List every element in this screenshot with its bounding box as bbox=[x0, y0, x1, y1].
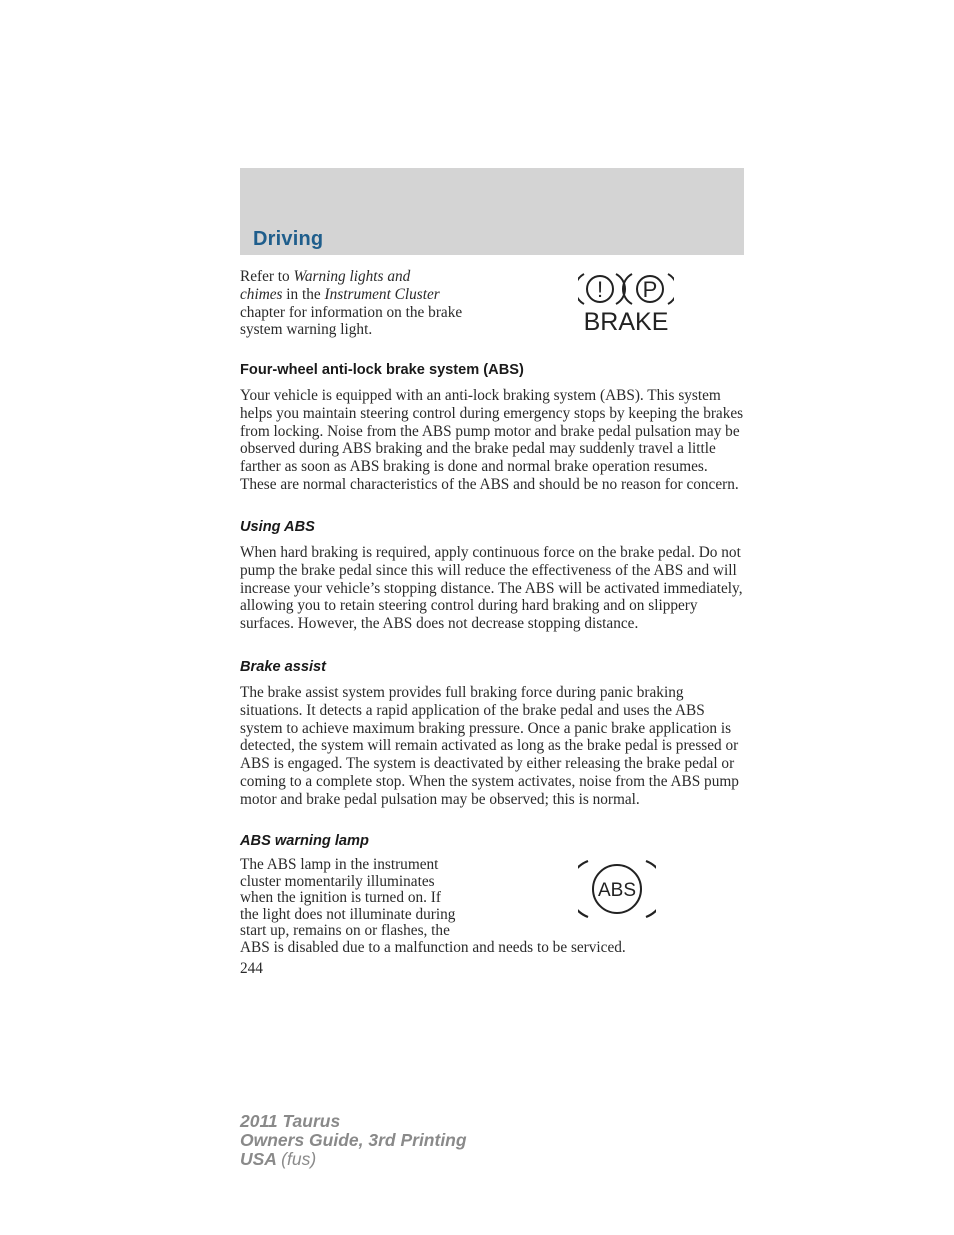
abs-section-heading: Four-wheel anti-lock brake system (ABS) bbox=[240, 362, 524, 378]
brake-assist-heading: Brake assist bbox=[240, 659, 327, 675]
section-title: Driving bbox=[253, 228, 324, 250]
using-abs-heading: Using ABS bbox=[240, 519, 315, 535]
brake-assist-body: The brake assist system provides full braking force during panic braking situations. It detects a rapid application of the brake pedal and uses the ABS system to achieve maximum braking pressure. Once a panic brake application is detected, the system will remain activated as long as the brake pedal is pressed or ABS is engaged. The system is deactivated by either releasing the brake pedal or coming to a complete stop. When the system activates, noise from the ABS pump motor and brake pedal pulsation may be observed; this is normal. bbox=[240, 684, 739, 808]
abs-lamp-body: The ABS lamp in the instrument cluster momentarily illuminates when the ignition is turned on. If the light does not illuminate during start up, remains on or flashes, the ABS is disabled due to a malfunction and needs to be serviced. bbox=[240, 856, 626, 956]
abs-section-body: Your vehicle is equipped with an anti-lock braking system (ABS). This system helps you maintain steering control during emergency stops by keeping the brakes from locking. Noise from the ABS pump motor and brake pedal pulsation may be observed during ABS braking and the brake pedal may suddenly travel a little farther as soon as ABS braking is done and normal brake operation resumes. These are normal characteristics of the ABS and should be no reason for concern. bbox=[240, 387, 744, 493]
brake-warning-icon bbox=[578, 270, 674, 334]
brake-label: BRAKE bbox=[583, 308, 669, 334]
document-footer: 2011 Taurus Owners Guide, 3rd Printing USA (fus) bbox=[240, 1111, 467, 1169]
abs-lamp-heading: ABS warning lamp bbox=[240, 833, 369, 849]
abs-icon-label: ABS bbox=[597, 880, 637, 901]
intro-paragraph: Refer to Warning lights and chimes in the Instrument Cluster chapter for information on the brake system warning light. bbox=[240, 268, 463, 339]
page-number: 244 bbox=[240, 960, 263, 977]
parking-symbol: P bbox=[642, 277, 658, 302]
using-abs-body: When hard braking is required, apply continuous force on the brake pedal. Do not pump the brake pedal since this will reduce the effectiveness of the ABS and will increase your vehicle’s stopping distance. The ABS will be activated immediately, allowing you to retain steering control during hard braking and on slippery surfaces. However, the ABS does not decrease stopping distance. bbox=[240, 544, 743, 633]
section-header bbox=[240, 168, 744, 255]
abs-warning-icon bbox=[578, 858, 656, 920]
exclamation-symbol: ! bbox=[596, 277, 604, 302]
